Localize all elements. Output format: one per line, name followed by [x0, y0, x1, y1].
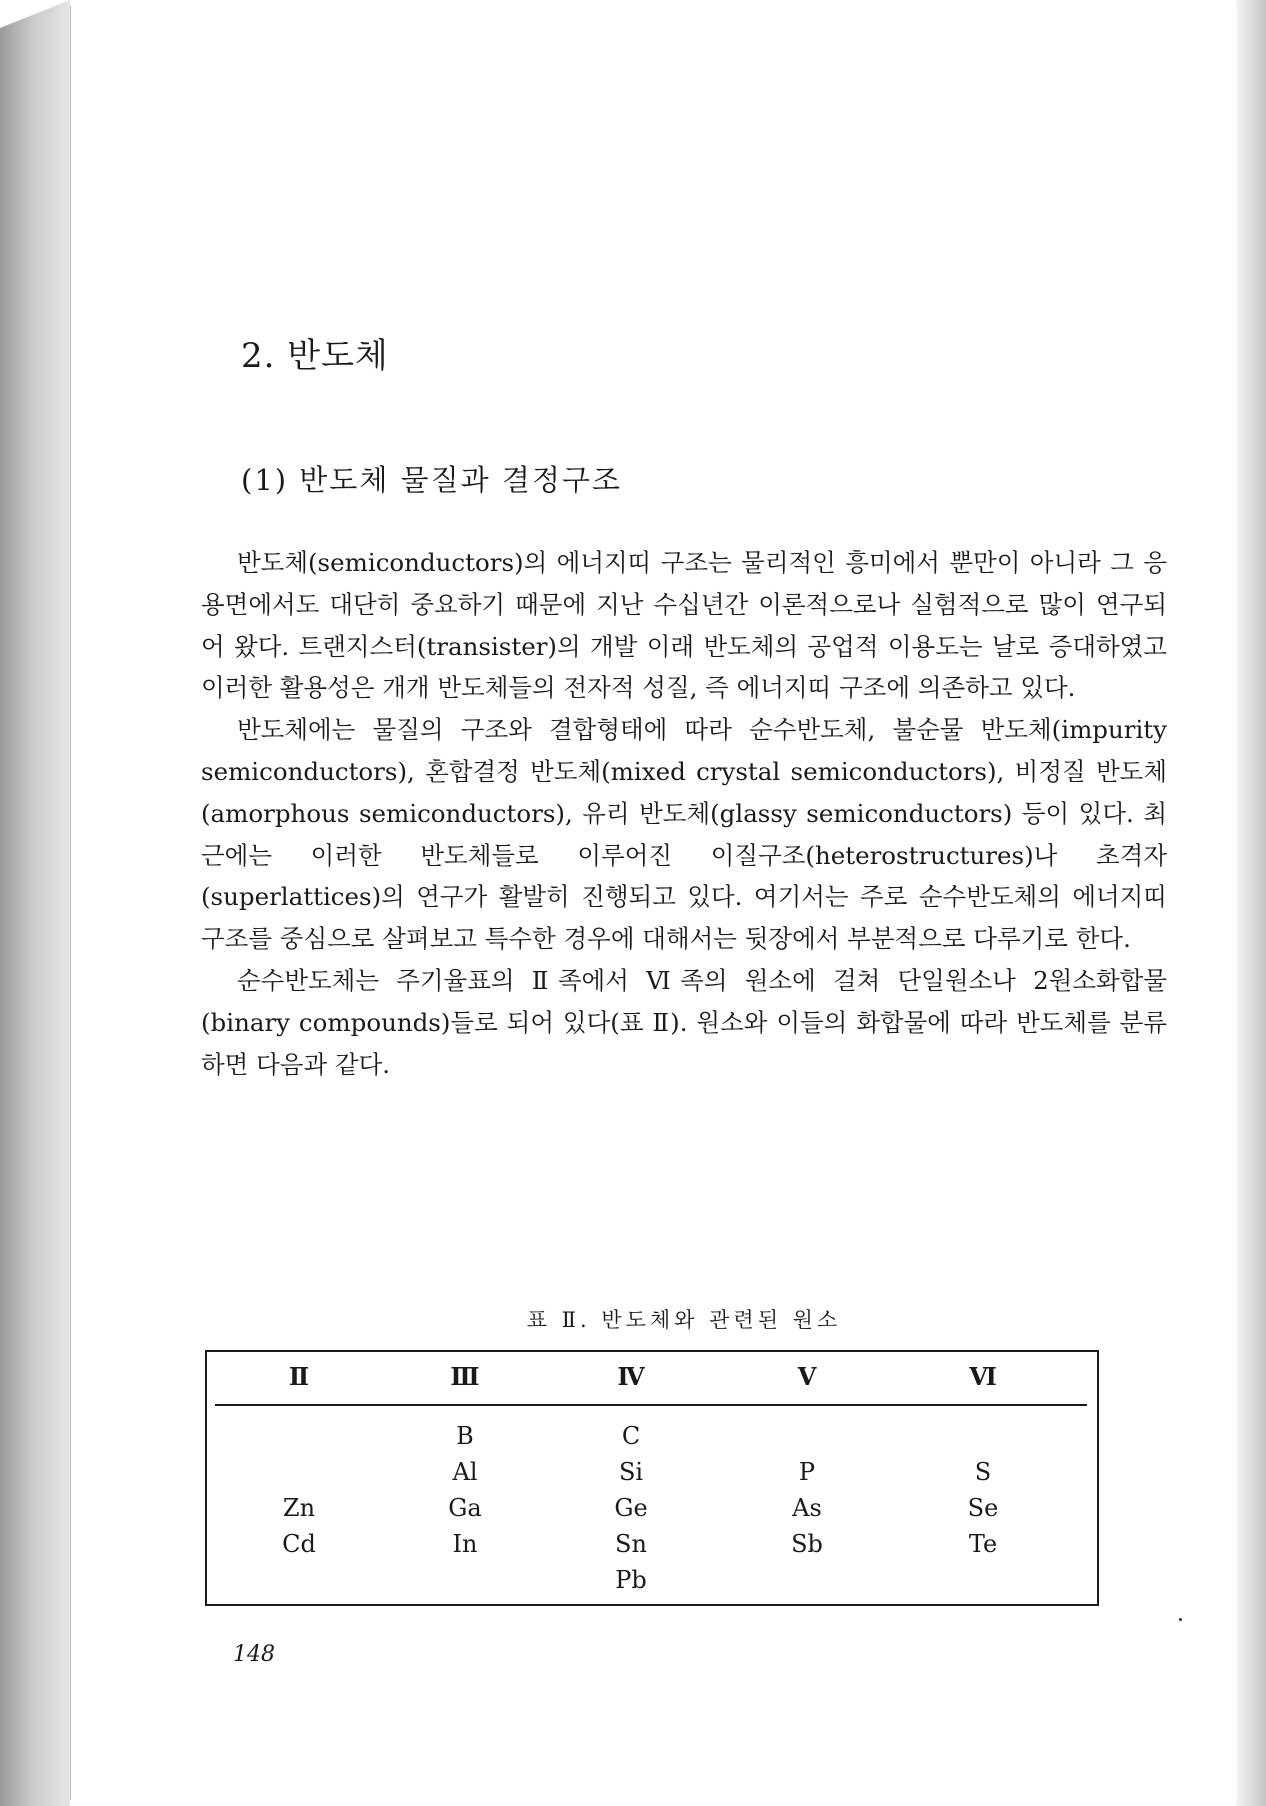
table-header-rule — [215, 1404, 1087, 1406]
column-header: Ⅵ — [969, 1362, 997, 1391]
element-table — [205, 1350, 1099, 1606]
paragraph: 반도체(semiconductors)의 에너지띠 구조는 물리적인 흥미에서 뿐만이 아니라 그 응용면에서도 대단히 중요하기 때문에 지난 수십년간 이론적으로나 실험적으로 많이 연구되어 왔다. 트랜지스터(transister)의 개발 이래 반도체의 공업적 이용도는 날로 증대하였고 이러한 활용성은 개개 반도체들의 전자적 성질, 즉 에너지띠 구조에 의존하고 있다. — [201, 548, 1167, 703]
table-cell: Cd — [282, 1530, 316, 1558]
paragraph: 순수반도체는 주기율표의 Ⅱ족에서 Ⅵ족의 원소에 걸쳐 단일원소나 2원소화합물(binary compounds)들로 되어 있다(표 Ⅱ). 원소와 이들의 화합물에 따라 반도체를 분류하면 다음과 같다. — [201, 965, 1167, 1079]
column-header: Ⅲ — [450, 1362, 480, 1391]
table-cell: C — [621, 1422, 641, 1450]
table-cell: Te — [968, 1530, 998, 1558]
section-title: (1) 반도체 물질과 결정구조 — [241, 463, 622, 497]
page-number: 148 — [233, 1642, 275, 1667]
page-edge-shadow — [1236, 0, 1266, 1806]
book-spine — [0, 0, 70, 1806]
table-cell: As — [792, 1494, 822, 1522]
table-cell: In — [452, 1530, 478, 1558]
column-header: Ⅳ — [617, 1362, 645, 1391]
chapter-title: 2. 반도체 — [241, 336, 389, 376]
table-caption: 표 Ⅱ. 반도체와 관련된 원소 — [526, 1308, 842, 1332]
table-cell: Zn — [282, 1494, 316, 1522]
column-header: Ⅴ — [797, 1362, 817, 1391]
table-cell: S — [974, 1458, 992, 1486]
table-cell: P — [798, 1458, 816, 1486]
table-cell: Pb — [615, 1566, 647, 1594]
table-cell: Se — [967, 1494, 999, 1522]
column-header: Ⅱ — [288, 1362, 310, 1391]
print-speck — [1179, 1618, 1182, 1621]
table-cell: B — [456, 1422, 474, 1450]
table-cell: Ge — [614, 1494, 648, 1522]
paragraph: 반도체에는 물질의 구조와 결합형태에 따라 순수반도체, 불순물 반도체(impurity semiconductors), 혼합결정 반도체(mixed crystal semiconductors), 비정질 반도체(amorphous semiconductors), 유리 반도체(glassy semiconductors) 등이 있다. 최근에는 이러한 반도체들로 이루어진 이질구조(heterostructures)나 초격자(superlattices)의 연구가 활발히 진행되고 있다. 여기서는 주로 순수반도체의 에너지띠 구조를 중심으로 살펴보고 특수한 경우에 대해서는 뒷장에서 부분적으로 다루기로 한다. — [201, 715, 1167, 954]
table-cell: Ga — [448, 1494, 482, 1522]
table-cell: Sn — [615, 1530, 647, 1558]
table-cell: Si — [618, 1458, 644, 1486]
book-page — [70, 6, 1237, 1800]
table-cell: Sb — [791, 1530, 823, 1558]
book-spine-corner — [0, 0, 70, 28]
body-text — [201, 542, 1167, 1085]
table-cell: Al — [452, 1458, 478, 1486]
